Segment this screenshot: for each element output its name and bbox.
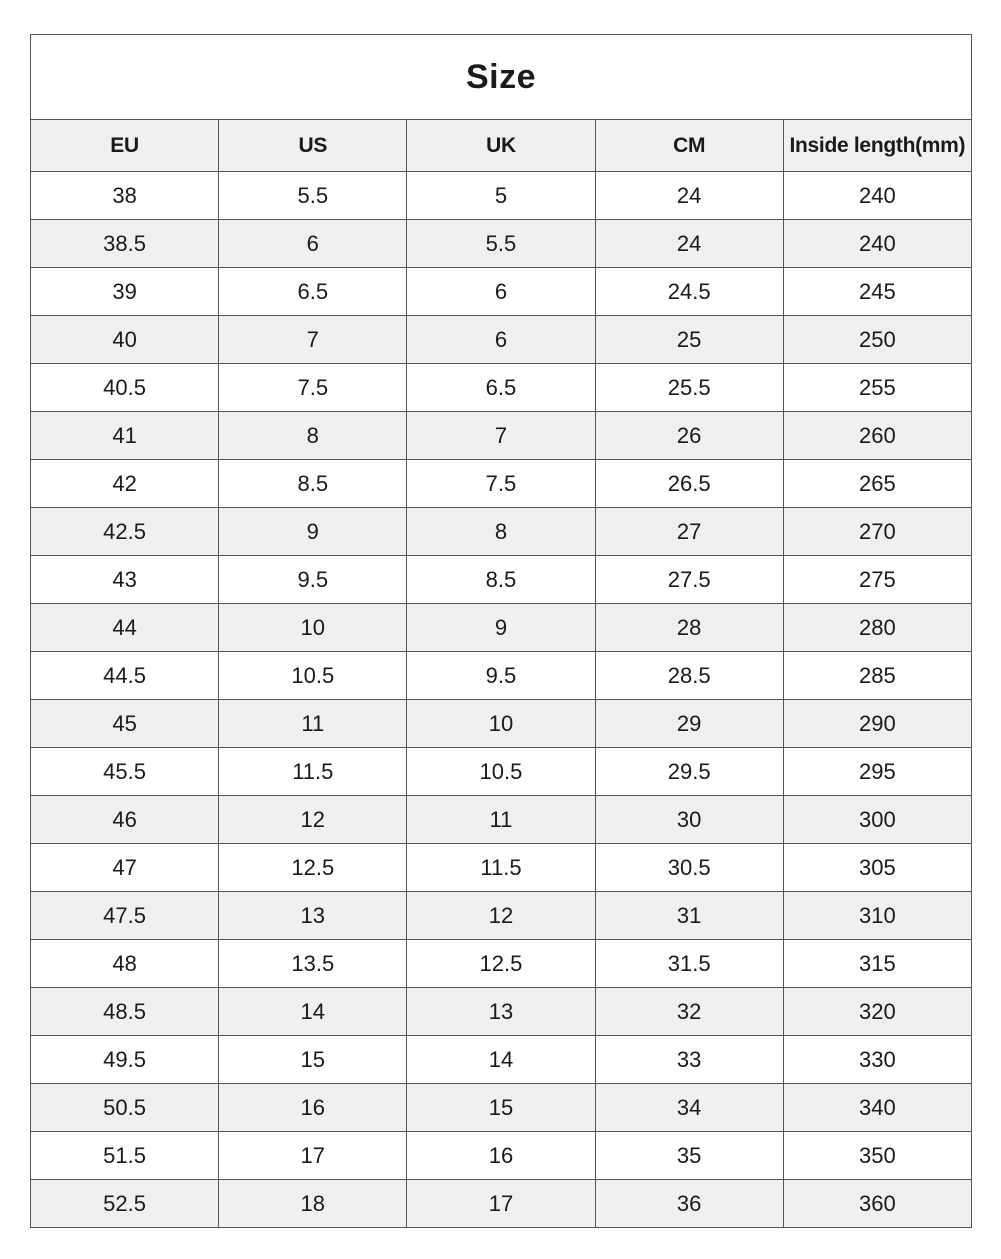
cell-uk: 9	[407, 604, 595, 652]
cell-cm: 33	[595, 1036, 783, 1084]
cell-eu: 46	[31, 796, 219, 844]
column-header-eu: EU	[31, 120, 219, 172]
cell-eu: 51.5	[31, 1132, 219, 1180]
cell-inside-length: 360	[783, 1180, 971, 1228]
cell-cm: 24.5	[595, 268, 783, 316]
cell-inside-length: 290	[783, 700, 971, 748]
cell-inside-length: 270	[783, 508, 971, 556]
cell-eu: 47	[31, 844, 219, 892]
column-header-cm: CM	[595, 120, 783, 172]
cell-eu: 49.5	[31, 1036, 219, 1084]
cell-cm: 26.5	[595, 460, 783, 508]
cell-inside-length: 315	[783, 940, 971, 988]
table-row	[31, 508, 972, 556]
table-title: Size	[31, 35, 972, 120]
cell-us: 15	[219, 1036, 407, 1084]
cell-cm: 27.5	[595, 556, 783, 604]
cell-inside-length: 285	[783, 652, 971, 700]
cell-inside-length: 255	[783, 364, 971, 412]
table-row	[31, 748, 972, 796]
cell-us: 13	[219, 892, 407, 940]
cell-inside-length: 340	[783, 1084, 971, 1132]
cell-uk: 12	[407, 892, 595, 940]
cell-uk: 11	[407, 796, 595, 844]
cell-us: 8	[219, 412, 407, 460]
cell-uk: 10	[407, 700, 595, 748]
cell-inside-length: 275	[783, 556, 971, 604]
header-row	[31, 120, 972, 172]
cell-eu: 52.5	[31, 1180, 219, 1228]
cell-eu: 40	[31, 316, 219, 364]
table-row	[31, 796, 972, 844]
cell-eu: 42	[31, 460, 219, 508]
table-row	[31, 412, 972, 460]
cell-us: 9.5	[219, 556, 407, 604]
cell-inside-length: 305	[783, 844, 971, 892]
cell-uk: 6.5	[407, 364, 595, 412]
table-row	[31, 364, 972, 412]
cell-eu: 44.5	[31, 652, 219, 700]
cell-uk: 14	[407, 1036, 595, 1084]
cell-inside-length: 240	[783, 172, 971, 220]
table-row	[31, 220, 972, 268]
size-chart-table	[30, 34, 972, 1228]
cell-cm: 30.5	[595, 844, 783, 892]
cell-uk: 8.5	[407, 556, 595, 604]
cell-uk: 7.5	[407, 460, 595, 508]
table-row	[31, 892, 972, 940]
cell-us: 17	[219, 1132, 407, 1180]
cell-inside-length: 240	[783, 220, 971, 268]
column-header-us: US	[219, 120, 407, 172]
cell-eu: 38.5	[31, 220, 219, 268]
cell-eu: 38	[31, 172, 219, 220]
cell-cm: 26	[595, 412, 783, 460]
cell-uk: 8	[407, 508, 595, 556]
cell-eu: 45	[31, 700, 219, 748]
cell-uk: 5.5	[407, 220, 595, 268]
cell-cm: 25	[595, 316, 783, 364]
cell-eu: 39	[31, 268, 219, 316]
table-row	[31, 1132, 972, 1180]
cell-eu: 48.5	[31, 988, 219, 1036]
table-row	[31, 1036, 972, 1084]
cell-us: 7	[219, 316, 407, 364]
cell-eu: 41	[31, 412, 219, 460]
cell-inside-length: 250	[783, 316, 971, 364]
cell-us: 12	[219, 796, 407, 844]
cell-inside-length: 350	[783, 1132, 971, 1180]
table-row	[31, 604, 972, 652]
cell-uk: 9.5	[407, 652, 595, 700]
cell-inside-length: 310	[783, 892, 971, 940]
cell-us: 18	[219, 1180, 407, 1228]
cell-us: 16	[219, 1084, 407, 1132]
table-row	[31, 460, 972, 508]
table-row	[31, 268, 972, 316]
cell-cm: 31.5	[595, 940, 783, 988]
cell-us: 14	[219, 988, 407, 1036]
cell-inside-length: 300	[783, 796, 971, 844]
cell-us: 6.5	[219, 268, 407, 316]
cell-uk: 10.5	[407, 748, 595, 796]
cell-us: 11	[219, 700, 407, 748]
table-row	[31, 844, 972, 892]
cell-inside-length: 295	[783, 748, 971, 796]
cell-us: 5.5	[219, 172, 407, 220]
cell-cm: 24	[595, 172, 783, 220]
cell-eu: 40.5	[31, 364, 219, 412]
cell-cm: 24	[595, 220, 783, 268]
table-row	[31, 1180, 972, 1228]
table-row	[31, 940, 972, 988]
cell-us: 8.5	[219, 460, 407, 508]
title-row	[31, 35, 972, 120]
cell-cm: 30	[595, 796, 783, 844]
cell-us: 7.5	[219, 364, 407, 412]
cell-cm: 34	[595, 1084, 783, 1132]
table-row	[31, 1084, 972, 1132]
cell-cm: 28	[595, 604, 783, 652]
cell-cm: 28.5	[595, 652, 783, 700]
cell-uk: 11.5	[407, 844, 595, 892]
cell-eu: 44	[31, 604, 219, 652]
column-header-inside-length: Inside length(mm)	[783, 120, 971, 172]
table-row	[31, 316, 972, 364]
cell-inside-length: 245	[783, 268, 971, 316]
cell-us: 12.5	[219, 844, 407, 892]
cell-inside-length: 265	[783, 460, 971, 508]
cell-uk: 7	[407, 412, 595, 460]
cell-cm: 25.5	[595, 364, 783, 412]
cell-inside-length: 330	[783, 1036, 971, 1084]
table-body	[31, 172, 972, 1228]
cell-eu: 50.5	[31, 1084, 219, 1132]
table-row	[31, 652, 972, 700]
cell-us: 10	[219, 604, 407, 652]
cell-us: 6	[219, 220, 407, 268]
cell-inside-length: 320	[783, 988, 971, 1036]
cell-cm: 31	[595, 892, 783, 940]
column-header-uk: UK	[407, 120, 595, 172]
cell-cm: 27	[595, 508, 783, 556]
cell-cm: 35	[595, 1132, 783, 1180]
cell-uk: 13	[407, 988, 595, 1036]
cell-us: 10.5	[219, 652, 407, 700]
cell-eu: 45.5	[31, 748, 219, 796]
cell-uk: 6	[407, 316, 595, 364]
cell-uk: 15	[407, 1084, 595, 1132]
cell-uk: 16	[407, 1132, 595, 1180]
cell-inside-length: 280	[783, 604, 971, 652]
cell-uk: 6	[407, 268, 595, 316]
cell-eu: 43	[31, 556, 219, 604]
cell-uk: 17	[407, 1180, 595, 1228]
cell-cm: 29	[595, 700, 783, 748]
cell-uk: 5	[407, 172, 595, 220]
cell-eu: 48	[31, 940, 219, 988]
cell-inside-length: 260	[783, 412, 971, 460]
cell-eu: 42.5	[31, 508, 219, 556]
cell-cm: 29.5	[595, 748, 783, 796]
cell-uk: 12.5	[407, 940, 595, 988]
cell-us: 9	[219, 508, 407, 556]
cell-cm: 32	[595, 988, 783, 1036]
table-row	[31, 556, 972, 604]
table-row	[31, 700, 972, 748]
cell-us: 13.5	[219, 940, 407, 988]
cell-us: 11.5	[219, 748, 407, 796]
table-row	[31, 172, 972, 220]
table-row	[31, 988, 972, 1036]
cell-cm: 36	[595, 1180, 783, 1228]
cell-eu: 47.5	[31, 892, 219, 940]
